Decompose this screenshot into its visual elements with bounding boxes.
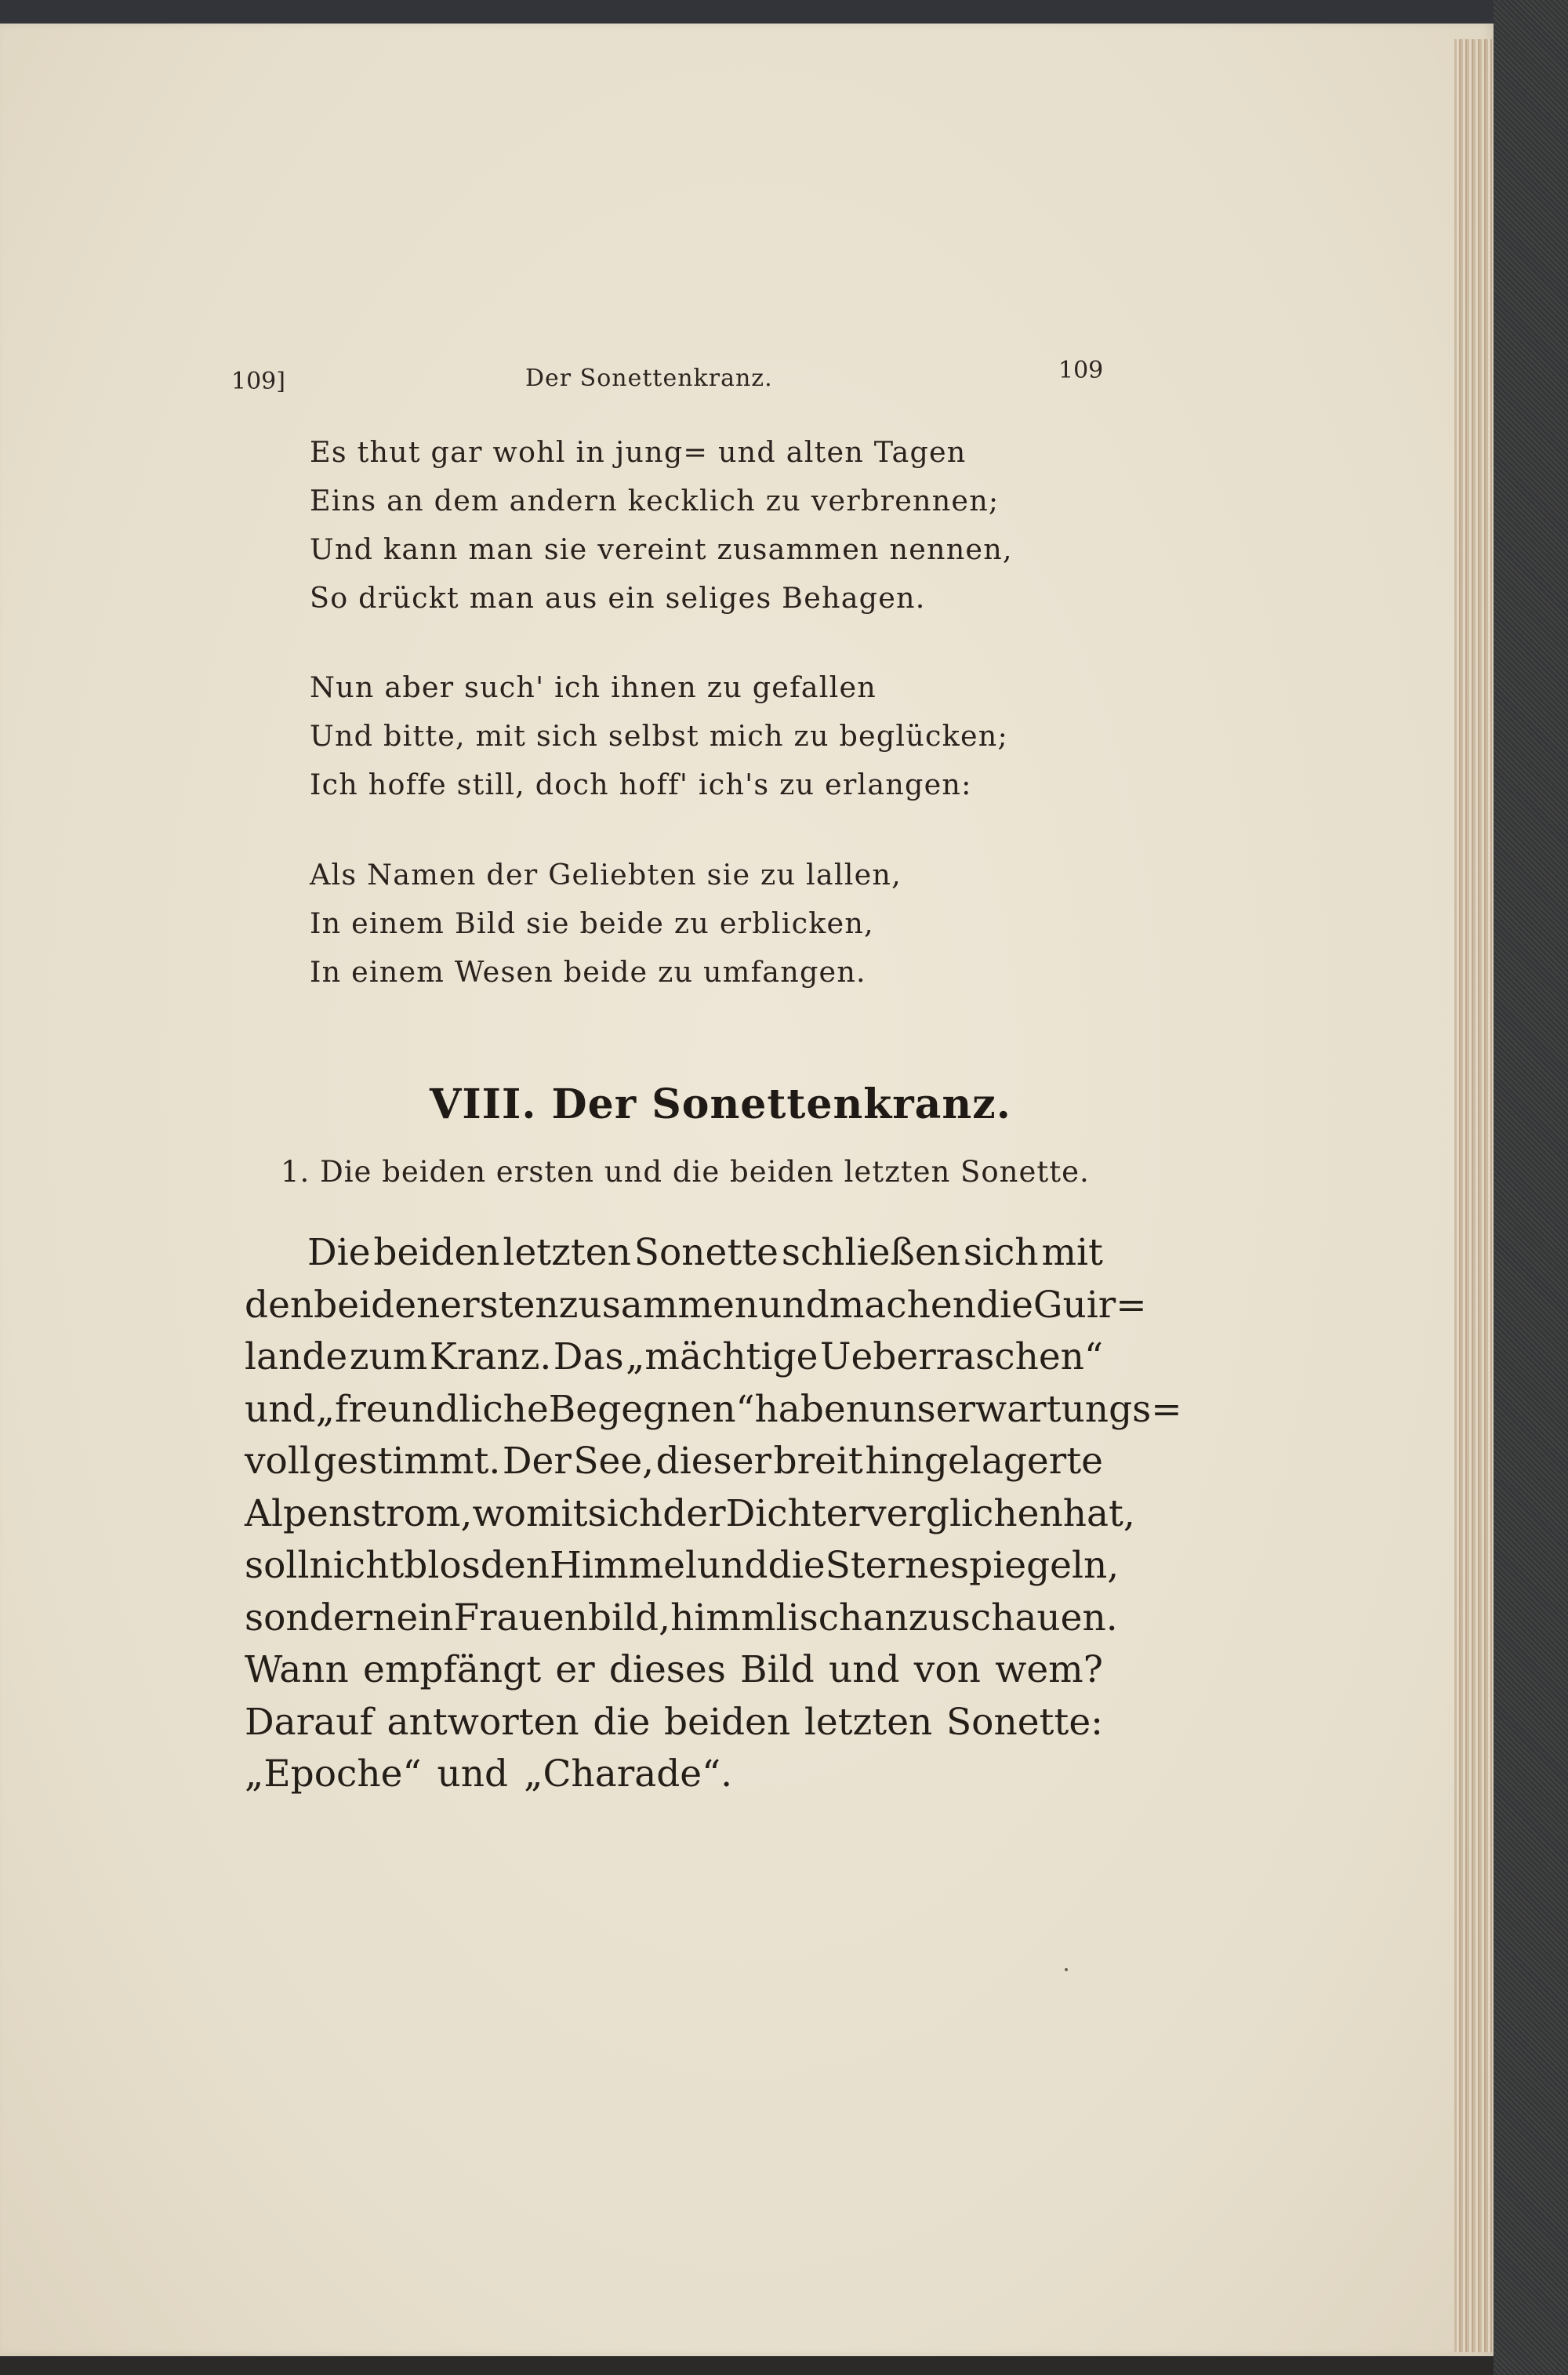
prose-word: spiegeln, [950,1544,1120,1587]
prose-word: den [480,1544,550,1587]
prose-word: machen [829,1283,976,1327]
section-subheading: 1. Die beiden ersten und die beiden letzten Sonette. [281,1155,1090,1189]
prose-word: antworten [387,1700,579,1744]
prose-word: blos [404,1544,481,1587]
prose-line [245,1488,1135,1541]
prose-word: Der [502,1440,572,1483]
prose-word: zusammen [558,1283,759,1327]
prose-word: ersten [440,1283,559,1327]
verse-line: Und bitte, mit sich selbst mich zu beglücken; [310,719,1008,753]
prose-word: Himmel [550,1544,697,1587]
prose-word: Sonette [633,1231,779,1274]
prose-word: empfängt [363,1648,542,1691]
prose-word: sich [587,1491,663,1535]
prose-word: Die [307,1231,371,1274]
prose-word: soll [245,1544,310,1587]
prose-word: zum [349,1335,428,1378]
prose-word: ein [396,1596,454,1640]
verse-line: Nun aber such' ich ihnen zu gefallen [310,670,877,704]
book-cover-edge [1494,0,1568,2375]
prose-word: „Charade“. [524,1752,733,1796]
prose-word: Sonette: [946,1700,1103,1744]
prose-word: See, [573,1440,655,1483]
prose-paragraph [245,1227,1182,1801]
prose-line [245,1644,1103,1697]
prose-word: Frauenbild, [453,1596,671,1640]
paper-speck [1065,1968,1068,1971]
book-cover-top [0,0,1568,27]
prose-word: himmlisch [670,1596,863,1640]
prose-word: „freundliche [315,1387,549,1431]
prose-word: nicht [309,1544,405,1587]
prose-word: und [758,1283,829,1327]
prose-word: Das [553,1335,624,1378]
prose-line [245,1697,1103,1749]
prose-word: wem? [995,1648,1103,1691]
prose-word: er [555,1648,595,1691]
page-edges [1454,39,1492,2352]
prose-word: und [437,1752,509,1796]
prose-word: voll [245,1440,311,1483]
prose-word: sondern [245,1596,397,1640]
prose-word: letzten [503,1231,631,1274]
verse-line: So drückt man aus ein seliges Behagen. [310,581,926,615]
section-heading: VIII. Der Sonettenkranz. [430,1080,1011,1128]
prose-word: Alpenstrom, [245,1491,473,1535]
page-number: 109 [1058,357,1104,384]
prose-word: anzuschauen. [862,1596,1118,1640]
prose-word: die [768,1544,826,1587]
prose-line [245,1331,1103,1384]
prose-word: gestimmt. [313,1440,501,1483]
verse-line: In einem Bild sie beide zu erblicken, [310,906,874,940]
prose-line [245,1227,1103,1280]
prose-word: haben [754,1387,869,1431]
prose-word: uns [869,1387,936,1431]
prose-line [245,1592,1118,1645]
prose-word: Ueberraschen“ [819,1335,1103,1378]
verse-line: Ich hoffe still, doch hoff' ich's zu erlangen: [310,768,972,801]
prose-word: hat, [1062,1491,1135,1535]
prose-word: Begegnen“ [548,1387,755,1431]
prose-word: beiden [314,1283,441,1327]
prose-word: letzten [804,1700,933,1744]
prose-word: schließen [781,1231,960,1274]
prose-word: mit [1041,1231,1103,1274]
prose-word: Darauf [245,1700,373,1744]
prose-word: Bild [740,1648,815,1691]
prose-word: Sterne [825,1544,951,1587]
prose-word: dieser [655,1440,771,1483]
prose-word: der [662,1491,726,1535]
prose-word: womit [472,1491,588,1535]
prose-word: die [975,1283,1033,1327]
verse-line: In einem Wesen beide zu umfangen. [310,955,866,989]
verse-line: Und kann man sie vereint zusammen nennen, [310,532,1013,566]
prose-word: von [913,1648,981,1691]
running-head-title: Der Sonettenkranz. [525,365,773,392]
prose-word: „Epoche“ [245,1752,422,1796]
prose-word: erwartungs= [935,1387,1182,1431]
prose-word: Guir= [1033,1283,1147,1327]
prose-line [245,1540,1120,1592]
prose-line [245,1436,1103,1488]
stanza-2 [310,663,1008,809]
prose-word: den [245,1283,314,1327]
prose-word: hingelagerte [865,1440,1103,1483]
prose-word: und [245,1387,316,1431]
prose-word: lande [245,1335,348,1378]
prose-word: Wann [245,1648,349,1691]
prose-word: „mächtige [626,1335,818,1378]
prose-line [245,1280,1147,1332]
prose-word: beiden [664,1700,791,1744]
prose-word: Kranz. [429,1335,552,1378]
prose-word: breit [773,1440,863,1483]
prose-word: Dichter [725,1491,866,1535]
verse-line: Eins an dem andern kecklich zu verbrennen; [310,484,1000,517]
prose-word: und [697,1544,768,1587]
prose-word: die [593,1700,651,1744]
prose-line [245,1749,1103,1801]
prose-word: verglichen [866,1491,1063,1535]
verse-line: Als Namen der Geliebten sie zu lallen, [310,858,902,892]
prose-word: und [828,1648,900,1691]
verse-line: Es thut gar wohl in jung= und alten Tagen [310,435,967,469]
running-head-left: 109] [231,368,285,395]
stanza-3 [310,851,902,997]
prose-line [245,1384,1182,1436]
prose-word: dieses [608,1648,726,1691]
prose-word: beiden [373,1231,500,1274]
prose-word: sich [963,1231,1039,1274]
stanza-1 [310,428,1013,623]
